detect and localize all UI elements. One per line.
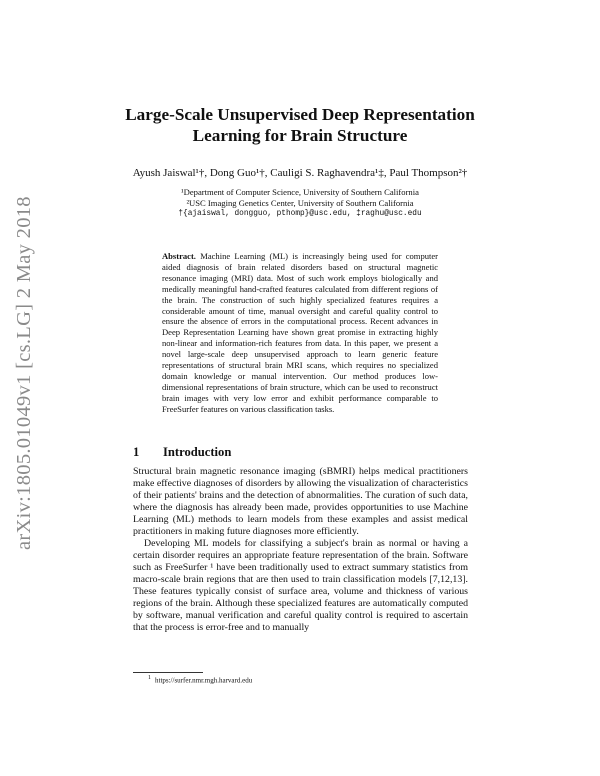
affiliation-1: ¹Department of Computer Science, University of Southern California	[181, 187, 419, 197]
section-heading	[133, 445, 231, 460]
footnote	[148, 675, 252, 684]
section-title: Introduction	[163, 445, 232, 459]
footnote-mark: 1	[148, 675, 151, 681]
abstract	[162, 251, 438, 415]
paragraph-1: Structural brain magnetic resonance imaging (sBMRI) helps medical practitioners make effective diagnoses of disorders by allowing the visualization of characteristics of their patients' brains and the detection of abnormalities. The curation of such data, where the diagnosis has already been made, provides opportunities to use Machine Learning (ML) methods to learn models from these examples and assist medical practitioners in making future diagnoses more efficiently.	[133, 466, 468, 537]
arxiv-identifier: arXiv:1805.01049v1 [cs.LG] 2 May 2018	[13, 196, 35, 550]
title-line-1: Large-Scale Unsupervised Deep Representation	[125, 105, 475, 124]
section-number: 1	[133, 445, 140, 459]
body-text	[133, 466, 468, 634]
author-emails: †{ajaiswal, dongguo, pthomp}@usc.edu, ‡raghu@usc.edu	[178, 210, 422, 218]
footnote-divider	[133, 672, 203, 673]
paper-title	[110, 104, 490, 146]
affiliation-2: ²USC Imaging Genetics Center, University of Southern California	[186, 198, 414, 208]
paragraph-2: Developing ML models for classifying a subject's brain as normal or having a certain disorder requires an appropriate feature representation of the brain. Software such as FreeSurfer ¹ have been traditionally used to extract summary statistics from macro-scale brain regions that are then used to train classification models [7,12,13]. These features typically consist of surface area, volume and thickness of various regions of the brain. Although these specialized features are automatically computed by software, manual verification and careful quality control is required to ascertain that the process is error-free and to manually	[133, 538, 468, 633]
author-list: Ayush Jaiswal¹†, Dong Guo¹†, Cauligi S. Raghavendra¹‡, Paul Thompson²†	[132, 167, 468, 179]
title-line-2: Learning for Brain Structure	[192, 126, 408, 145]
abstract-text: Machine Learning (ML) is increasingly being used for computer aided diagnosis of brain related disorders based on structural magnetic resonance imaging (MRI) data. Most of such work employs biologically and medically meaningful hand-crafted features calculated from different regions of the brain. The construction of such highly specialized features requires a considerable amount of time, manual oversight and careful quality control to ensure the absence of errors in the computational process. Recent advances in Deep Representation Learning have shown great promise in extracting highly non-linear and information-rich features from data. In this paper, we present a novel large-scale deep unsupervised approach to learn generic feature representations of structural brain MRI scans, which requires no specialized domain knowledge or manual intervention. Our method produces low-dimensional representations of brain structure, which can be used to reconstruct brain images with very low error and exhibit performance comparable to FreeSurfer features on various classification tasks.	[162, 251, 439, 414]
abstract-label: Abstract.	[162, 251, 196, 261]
footnote-url[interactable]: https://surfer.nmr.mgh.harvard.edu	[155, 676, 253, 685]
